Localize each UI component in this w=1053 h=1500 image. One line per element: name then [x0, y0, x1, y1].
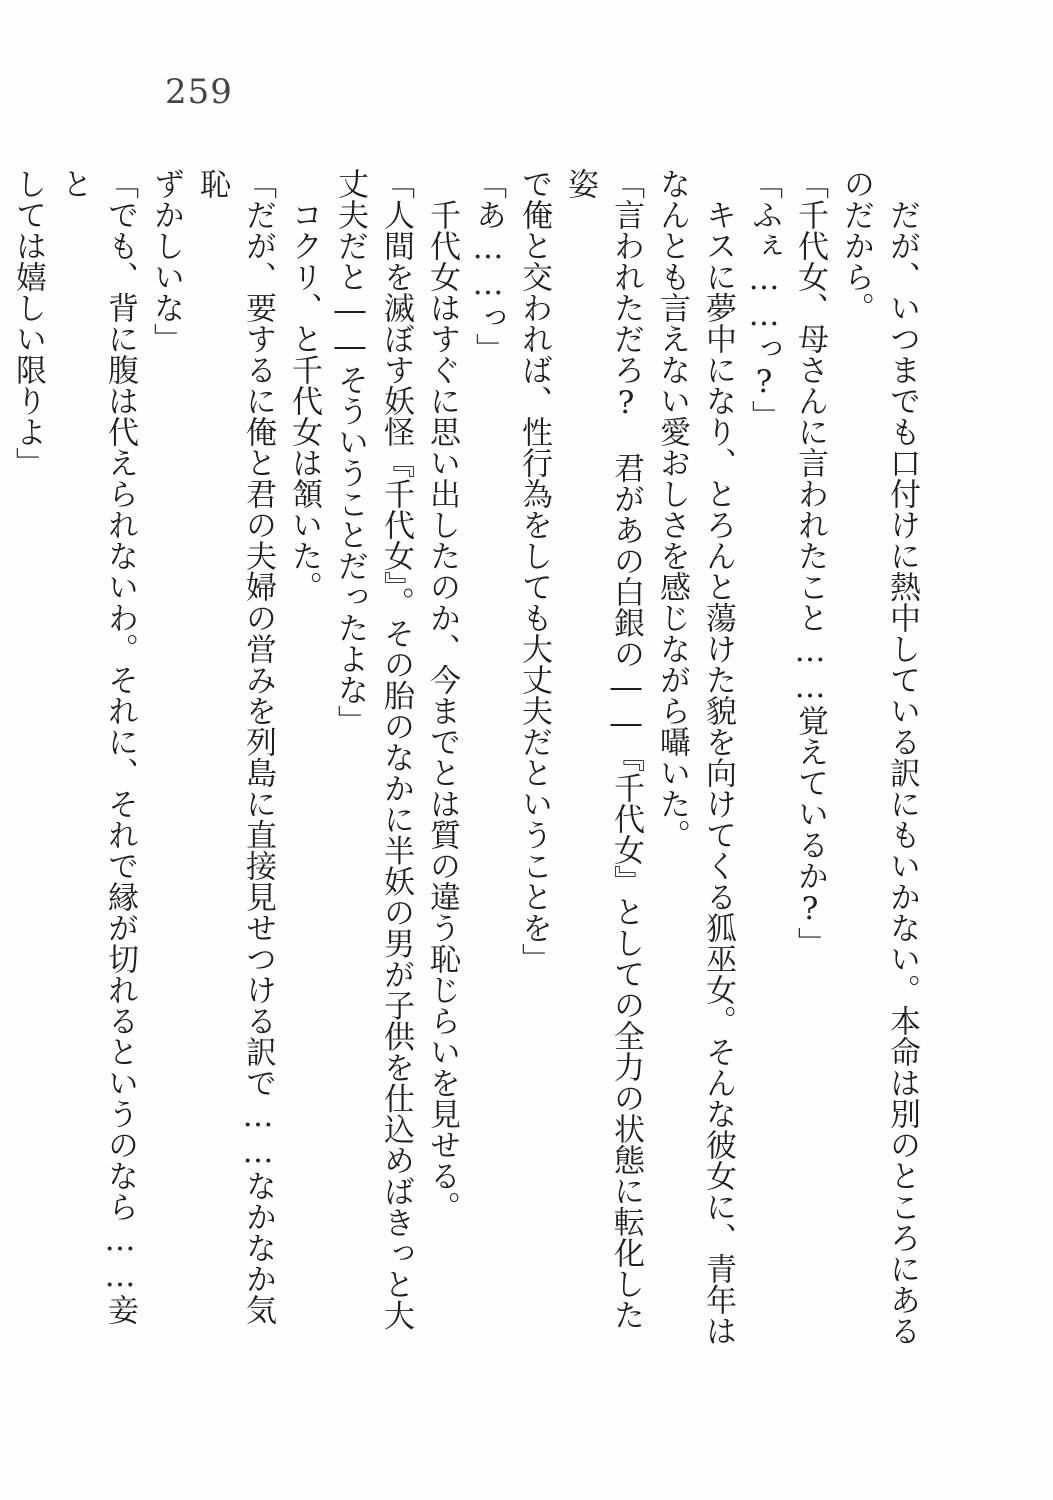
- text-line: キスに夢中になり、とろんと蕩けた貌を向けてくる狐巫女。そんな彼女に、青年は: [700, 199, 736, 1346]
- text-block: [10, 168, 925, 1350]
- text-line: のだから。: [838, 168, 874, 323]
- text-line: 「人間を滅ぼす妖怪『千代女』。その胎のなかに半妖の男が子供を仕込めばきっと大: [378, 168, 414, 1331]
- text-line: 「千代女、母さんに言われたこと……覚えているか?」: [792, 168, 828, 958]
- text-line: 千代女はすぐに思い出したのか、今までとは質の違う恥じらいを見せる。: [424, 199, 460, 1222]
- text-line: 「だが、要するに俺と君の夫婦の営みを列島に直接見せつける訳で……なかなか気恥: [194, 168, 276, 1325]
- text-line: 「ふぇ……っ?」: [746, 168, 782, 431]
- text-line: しては嬉しい限りよ」: [10, 168, 46, 478]
- text-line: 「言われただろ? 君があの白銀の――『千代女』としての全力の状態に転化した姿: [562, 168, 644, 1330]
- text-line: だが、いつまでも口付けに熱中している訳にもいかない。本命は別のところにある: [884, 199, 920, 1346]
- text-line: なんとも言えない愛おしさを感じながら囁いた。: [654, 168, 690, 850]
- text-line: 丈夫だと――そういうことだったよな」: [332, 168, 368, 736]
- page-number: 259: [165, 72, 233, 112]
- text-line: ずかしいな」: [148, 168, 184, 354]
- text-line: 「でも、背に腹は代えられないわ。それに、それで縁が切れるというのなら……妾と: [56, 168, 138, 1325]
- text-line: コクリ、と千代女は頷いた。: [286, 199, 322, 602]
- text-line: 「あ……っ」: [470, 168, 506, 364]
- text-line: で俺と交われば、性行為をしても大丈夫だということを」: [516, 168, 552, 974]
